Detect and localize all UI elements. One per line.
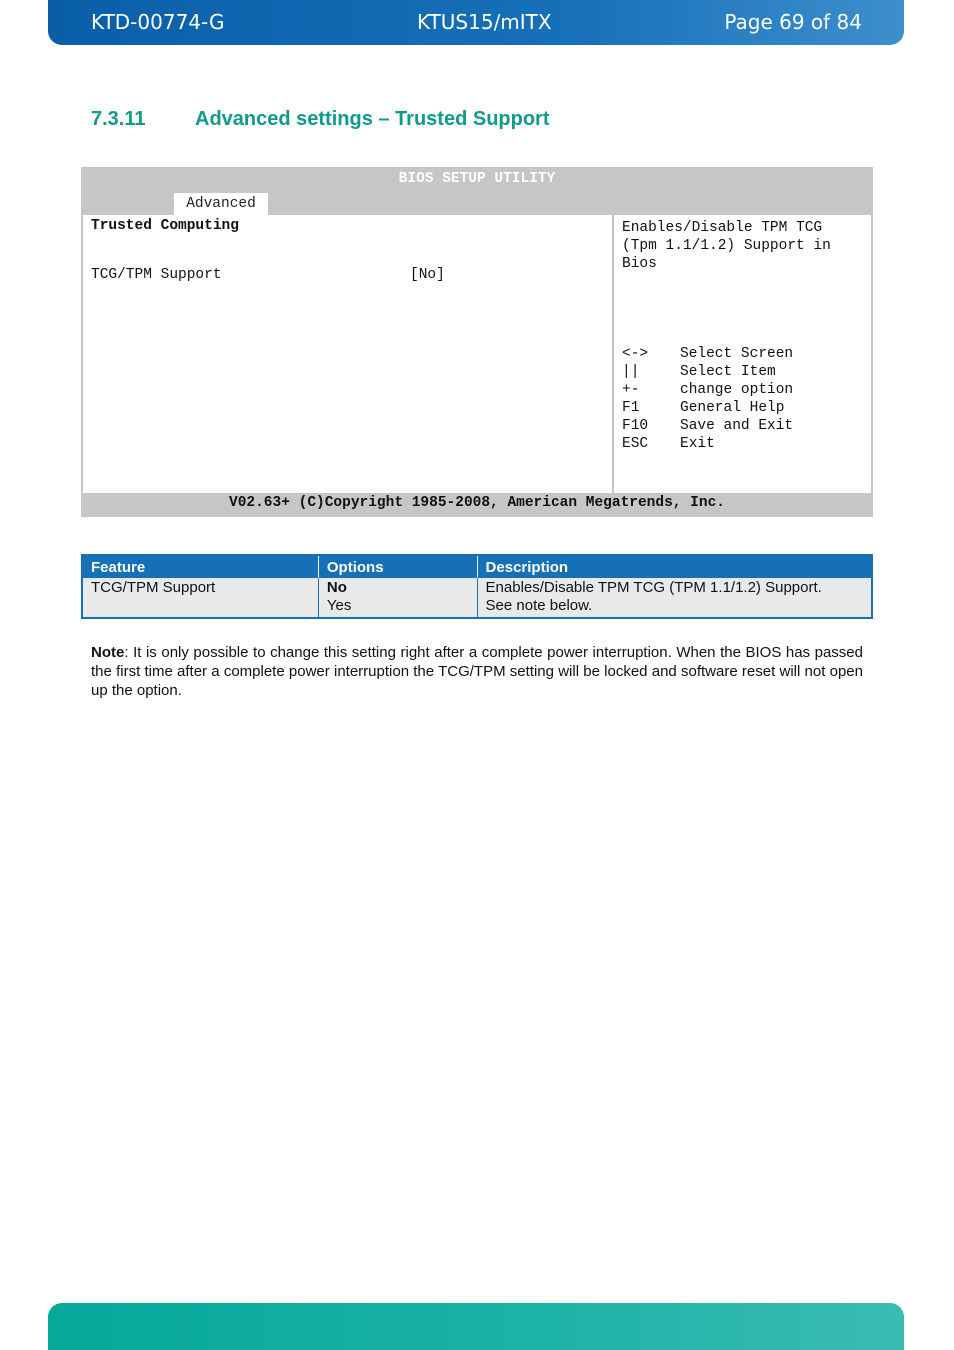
key-name: <->	[622, 346, 649, 362]
feature-table	[81, 554, 873, 619]
help-text	[622, 219, 862, 273]
description-line: See note below.	[485, 597, 593, 614]
key-row	[622, 435, 793, 453]
section-title: Advanced settings – Trusted Support	[195, 108, 550, 130]
bios-copyright: V02.63+ (C)Copyright 1985-2008, American Megatrends, Inc.	[229, 495, 725, 511]
key-row	[622, 345, 793, 363]
key-name: F1	[622, 400, 640, 416]
key-name: +-	[622, 382, 640, 398]
note-paragraph	[91, 643, 863, 700]
feature-cell: TCG/TPM Support	[82, 578, 318, 618]
key-row	[622, 417, 793, 435]
product-name: KTUS15/mITX	[417, 10, 552, 34]
description-cell	[477, 578, 872, 618]
options-cell	[318, 578, 477, 618]
key-row	[622, 381, 793, 399]
doc-id: KTD-00774-G	[91, 10, 225, 34]
description-line: Enables/Disable TPM TCG (TPM 1.1/1.2) Support.	[485, 579, 822, 596]
key-legend	[622, 345, 793, 453]
key-action: change option	[680, 382, 794, 398]
help-line: Bios	[622, 256, 657, 272]
bios-help-panel	[614, 215, 871, 493]
bios-section-heading: Trusted Computing	[91, 218, 239, 234]
bios-title: BIOS SETUP UTILITY	[398, 171, 556, 187]
page-header	[48, 0, 904, 45]
section-number: 7.3.11	[91, 108, 146, 130]
note-text: : It is only possible to change this setting right after a complete power interruption. When the BIOS has passed the first time after a complete power interruption the TCG/TPM setting will be locked and software reset will not open up the option.	[91, 644, 863, 699]
page-footer	[48, 1303, 904, 1350]
key-action: Select Screen	[680, 346, 794, 362]
key-name: ||	[622, 364, 640, 380]
column-header-options: Options	[318, 555, 477, 578]
section-heading	[91, 108, 550, 131]
help-line: (Tpm 1.1/1.2) Support in	[622, 238, 831, 254]
key-row	[622, 399, 793, 417]
key-name: ESC	[622, 436, 649, 452]
key-action: Select Item	[680, 364, 776, 380]
key-name: F10	[622, 418, 649, 434]
table-header-row	[82, 555, 872, 578]
table-row	[82, 578, 872, 618]
key-action: General Help	[680, 400, 785, 416]
page-number: Page 69 of 84	[724, 10, 862, 34]
key-row	[622, 363, 793, 381]
tcg-tpm-support-label[interactable]: TCG/TPM Support	[91, 267, 222, 283]
key-action: Save and Exit	[680, 418, 794, 434]
bios-settings-panel	[83, 215, 614, 493]
tcg-tpm-support-value[interactable]: [No]	[410, 267, 445, 283]
help-line: Enables/Disable TPM TCG	[622, 220, 823, 236]
bios-screenshot	[81, 167, 873, 517]
note-label: Note	[91, 644, 125, 661]
column-header-feature: Feature	[82, 555, 318, 578]
key-action: Exit	[680, 436, 715, 452]
tab-advanced[interactable]: Advanced	[174, 193, 268, 215]
option-default: No	[326, 579, 347, 596]
option-alt: Yes	[326, 597, 352, 614]
column-header-description: Description	[477, 555, 872, 578]
